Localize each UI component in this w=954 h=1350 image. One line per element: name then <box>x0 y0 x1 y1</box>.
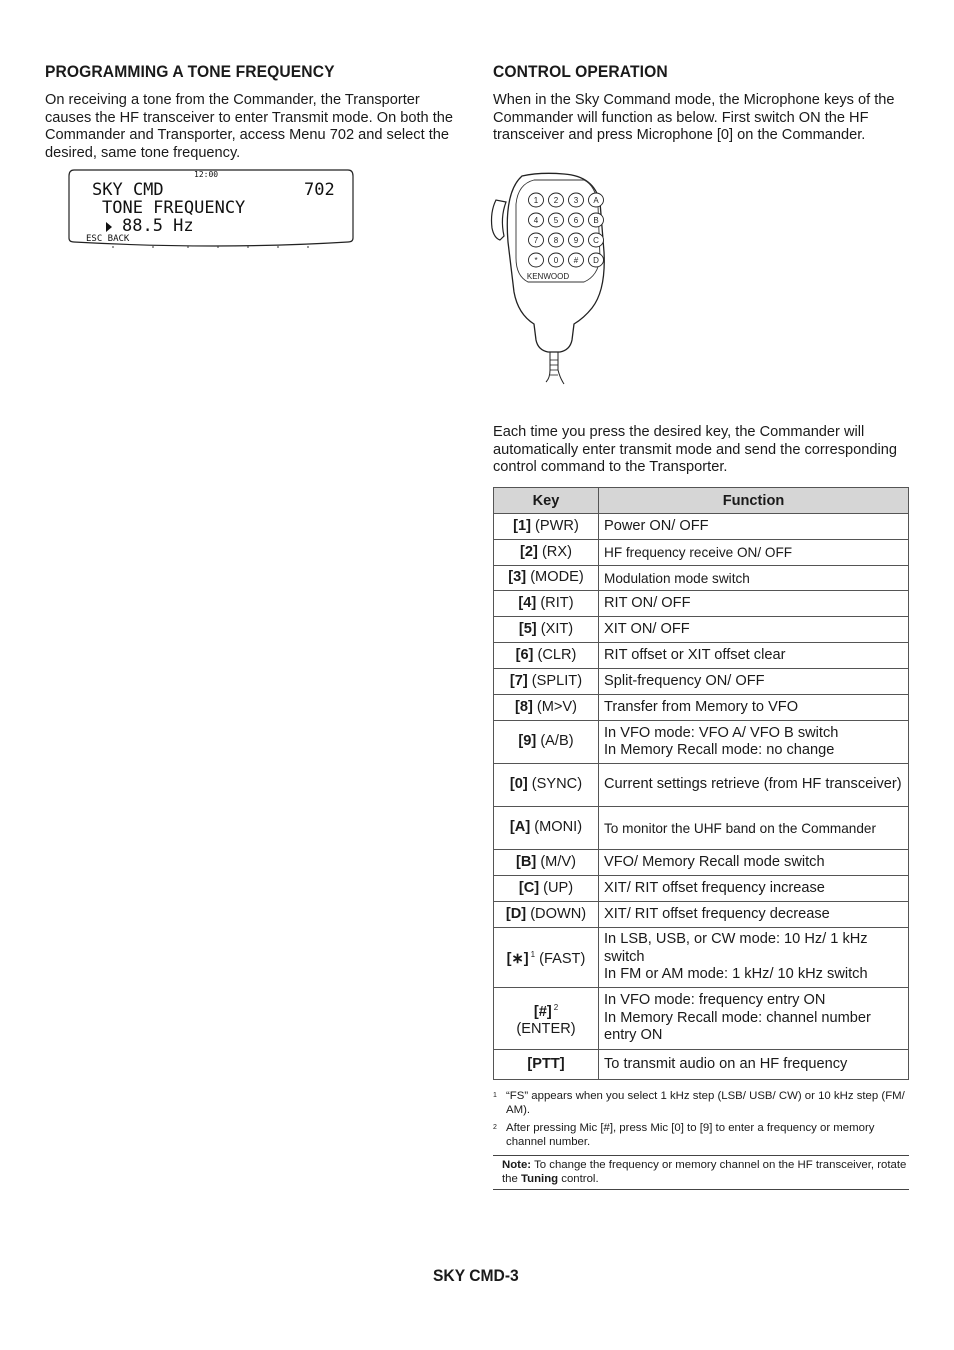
table-row <box>494 807 909 850</box>
section-heading-control: CONTROL OPERATION <box>493 62 668 81</box>
table-row <box>494 850 909 876</box>
key-description: (M>V) <box>532 698 578 715</box>
mic-key-label: 3 <box>573 196 579 205</box>
table-row <box>494 591 909 617</box>
function-cell: To transmit audio on an HF frequency <box>599 1050 909 1080</box>
microphone-illustration <box>488 172 616 402</box>
key-label: [B] <box>516 853 537 870</box>
key-cell <box>494 540 599 566</box>
note-text-before: To change the frequency or memory channel on the HF transceiver, rotate the <box>502 1159 907 1185</box>
function-cell: Split-frequency ON/ OFF <box>599 669 909 695</box>
footnote-2 <box>493 1121 909 1149</box>
key-label: [8] <box>514 698 533 715</box>
table-row <box>494 643 909 669</box>
table-row <box>494 928 909 988</box>
key-label: [9] <box>518 733 537 750</box>
section-heading-tone: PROGRAMMING A TONE FREQUENCY <box>45 62 335 81</box>
function-cell: HF frequency receive ON/ OFF <box>599 540 909 566</box>
key-description: (PWR) <box>531 517 579 534</box>
footnote-text: “FS” appears when you select 1 kHz step (LSB/ USB/ CW) or 10 kHz step (FM/ AM). <box>506 1090 905 1116</box>
table-row <box>494 1050 909 1080</box>
key-cell <box>494 850 599 876</box>
key-cell <box>494 764 599 807</box>
key-cell <box>494 566 599 591</box>
table-row <box>494 566 909 591</box>
footnote-1 <box>493 1089 909 1117</box>
function-cell: VFO/ Memory Recall mode switch <box>599 850 909 876</box>
note-bold-tuning: Tuning <box>521 1173 559 1185</box>
key-cell <box>494 876 599 902</box>
note-label: Note: <box>502 1159 532 1171</box>
key-label: [0] <box>509 776 528 793</box>
table-row <box>494 617 909 643</box>
key-cell <box>494 643 599 669</box>
function-cell: Transfer from Memory to VFO <box>599 695 909 721</box>
mic-key-label: 5 <box>553 216 559 225</box>
mic-key-label: 7 <box>533 236 539 245</box>
key-description: (MONI) <box>530 819 583 836</box>
lcd-line2: TONE FREQUENCY <box>102 198 246 218</box>
left-column <box>45 62 465 162</box>
key-function-table <box>493 487 909 1080</box>
key-cell <box>494 928 599 988</box>
function-cell: In LSB, USB, or CW mode: 10 Hz/ 1 kHz switch In FM or AM mode: 1 kHz/ 10 kHz switch <box>599 928 909 988</box>
key-cell <box>494 721 599 764</box>
table-row <box>494 876 909 902</box>
mic-key-label: 1 <box>533 196 539 205</box>
key-label: [2] <box>520 543 538 560</box>
function-cell: Current settings retrieve (from HF transceiver) <box>599 764 909 807</box>
key-cell <box>494 514 599 540</box>
key-label: [C] <box>518 879 540 896</box>
key-description: (RIT) <box>536 594 574 611</box>
mic-key-label: 2 <box>553 196 559 205</box>
right-column <box>493 62 909 145</box>
mic-key-label: # <box>573 256 579 265</box>
tone-paragraph: On receiving a tone from the Commander, the Transporter causes the HF transceiver to enter Transmit mode. On both the Commander and Transporter, access Menu 702 and select the desired, same tone frequency. <box>45 92 454 161</box>
function-cell: RIT offset or XIT offset clear <box>599 643 909 669</box>
column-header-function: Function <box>599 488 909 514</box>
key-description: (RX) <box>537 543 572 560</box>
lcd-softkey: ESC BACK <box>86 234 130 244</box>
key-description: (CLR) <box>533 646 577 663</box>
after-mic-paragraph: Each time you press the desired key, the Commander will automatically enter transmit mode and send the corresponding control command to the Transporter. <box>493 424 897 476</box>
mic-key-label: D <box>593 256 599 265</box>
key-label: [6] <box>515 646 534 663</box>
mic-key-label: B <box>593 216 599 225</box>
key-description: (MODE) <box>526 569 584 586</box>
mic-brand-text: KENWOOD <box>526 272 570 281</box>
key-label: [1] <box>513 517 531 534</box>
lcd-arrow-icon <box>106 222 112 232</box>
key-label: [3] <box>508 569 527 586</box>
note-text-after: control. <box>558 1173 599 1185</box>
mic-key-label: 4 <box>533 216 539 225</box>
mic-key-label: 8 <box>553 236 559 245</box>
key-description: (SPLIT) <box>527 672 583 689</box>
footnote-marker: 2 <box>553 1002 559 1012</box>
function-cell: Power ON/ OFF <box>599 514 909 540</box>
key-label: [7] <box>509 672 528 689</box>
key-description: (FAST) <box>535 951 586 968</box>
key-cell <box>494 695 599 721</box>
function-cell: In VFO mode: frequency entry ON In Memory Recall mode: channel number entry ON <box>599 988 909 1050</box>
key-description: (A/B) <box>536 733 574 750</box>
table-row <box>494 540 909 566</box>
footnote-number: 1 <box>493 1092 497 1099</box>
page-footer: SKY CMD-3 <box>433 1266 519 1285</box>
footnote-text: After pressing Mic [#], press Mic [0] to [9] to enter a frequency or memory channel number. <box>506 1122 875 1148</box>
table-row <box>494 514 909 540</box>
mic-key-label: C <box>593 236 599 245</box>
function-cell: Modulation mode switch <box>599 566 909 591</box>
key-label: [#] <box>533 1003 552 1020</box>
key-description: (XIT) <box>536 620 574 637</box>
key-cell <box>494 1050 599 1080</box>
table-row <box>494 902 909 928</box>
table-row <box>494 764 909 807</box>
mic-key-label: A <box>593 196 599 205</box>
key-label: [4] <box>518 594 537 611</box>
column-header-key: Key <box>494 488 599 514</box>
function-cell: XIT/ RIT offset frequency decrease <box>599 902 909 928</box>
function-cell: In VFO mode: VFO A/ VFO B switch In Memory Recall mode: no change <box>599 721 909 764</box>
footnote-marker: 1 <box>530 950 536 960</box>
key-cell <box>494 902 599 928</box>
key-label: [A] <box>509 819 531 836</box>
microphone-drawing <box>488 172 616 402</box>
key-cell <box>494 617 599 643</box>
lcd-line1-right: 702 <box>304 180 335 200</box>
table-body <box>494 514 909 1080</box>
key-label: [PTT] <box>527 1055 565 1072</box>
note-box <box>493 1155 909 1190</box>
key-label: [5] <box>518 620 537 637</box>
table-row <box>494 721 909 764</box>
key-label: [∗] <box>506 951 529 968</box>
function-cell: XIT/ RIT offset frequency increase <box>599 876 909 902</box>
control-intro: When in the Sky Command mode, the Microphone keys of the Commander will function as below. First switch ON the HF transceiver and press Microphone [0] on the Commander. <box>493 92 895 144</box>
lcd-clock: 12:00 <box>194 170 219 179</box>
table-header-row <box>494 488 909 514</box>
key-label: [D] <box>505 905 527 922</box>
function-cell: XIT ON/ OFF <box>599 617 909 643</box>
key-cell <box>494 988 599 1050</box>
mic-key-label: 9 <box>573 236 579 245</box>
lcd-line1-left: SKY CMD <box>92 180 164 200</box>
footnote-number: 2 <box>493 1124 497 1131</box>
mic-key-label: 6 <box>573 216 579 225</box>
function-cell: RIT ON/ OFF <box>599 591 909 617</box>
mic-key-label: * <box>534 256 538 265</box>
table-row <box>494 988 909 1050</box>
lcd-display-illustration <box>68 168 354 248</box>
function-cell: To monitor the UHF band on the Commander <box>599 807 909 850</box>
table-row <box>494 695 909 721</box>
key-description: (DOWN) <box>526 905 587 922</box>
mic-key-label: 0 <box>553 256 559 265</box>
key-cell <box>494 591 599 617</box>
key-description: (ENTER) <box>516 1020 576 1037</box>
key-cell <box>494 669 599 695</box>
key-description: (UP) <box>539 879 574 896</box>
key-description: (SYNC) <box>527 776 583 793</box>
table-row <box>494 669 909 695</box>
lcd-line3: 88.5 Hz <box>122 216 194 236</box>
key-description: (M/V) <box>536 853 576 870</box>
key-cell <box>494 807 599 850</box>
